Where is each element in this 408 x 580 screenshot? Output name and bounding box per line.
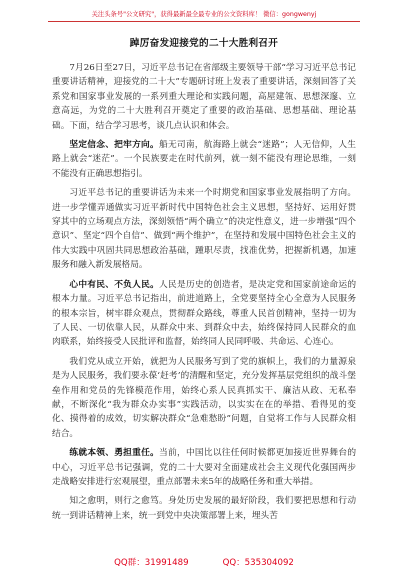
paragraph — [52, 446, 356, 489]
paragraph-text: 我们党从成立开始，就把为人民服务写到了党的旗帜上，我们的力量源泉是为人民服务，我们要永葆‘赶考’的清醒和坚定，充分发挥基层党组织的战斗堡垒作用和党员的先锋模范作用，始终心系人民真抓实干、廉洁从政、无私奉献，不断深化“我为群众办实事”实践活动，以实实在在的举措、看得见的变化、摸得着的成效，切实解决群众“急难愁盼”问题，自觉将工作与人民群众相结合。 — [52, 356, 356, 439]
paragraph-text: 当前，中国比以往任何时候都更加接近世界舞台的中心，习近平总书记强调，党的二十大要对全面建成社会主义现代化强国两步走战略安排进行宏观展望，重点部署未来5年的战略任务和重大举措。 — [52, 448, 357, 487]
paragraph-lead: 练就本领、勇担重任。 — [69, 448, 160, 459]
paragraph-text: 习近平总书记的重要讲话为未来一个时期党和国家事业发展指明了方向。进一步学懂弄通做实习近平新时代中国特色社会主义思想，坚持好、运用好贯穿其中的立场观点方法，深刻领悟“两个确立”的决定性意义，进一步增强“四个意识”、坚定“四个自信”、做到“两个维护”，在坚持和发展中国特色社会主义的伟大实践中巩固共同思想政治基础，踵职尽责，找准优势，把握新机遇，加速服务和融入新发展格局。 — [52, 188, 356, 271]
paragraph-text: 7月26日至27日，习近平总书记在省部级主要领导干部“学习习近平总书记重要讲话精神，迎接党的二十大”专题研讨班上发表了重要讲话，深刻回答了关系党和国家事业发展的一系列重大理论和实践问题，高屋建瓴、思想深邃、立意高远，为党的二十大胜利召开奠定了重要的政治基础、思想基础、理论基础。下面，结合学习思考，谈几点认识和体会。 — [52, 63, 356, 131]
document-title: 踔厉奋发迎接党的二十大胜利召开 — [129, 38, 279, 49]
header-divider — [48, 21, 360, 22]
paragraph — [52, 278, 356, 350]
paragraph — [52, 61, 356, 133]
paragraph-text: 人民是历史的创造者，是决定党和国家前途命运的根本力量。习近平总书记指出，前进道路上，全党要坚持全心全意为人民服务的根本宗旨，树牢群众观点，贯彻群众路线，尊重人民首创精神，坚持一切为了人民、一切依靠人民，从群众中来、到群众中去，始终保持同人民群众的血肉联系，始终接受人民批评和监督，始终同人民同呼吸、共命运、心连心。 — [52, 279, 357, 348]
header-banner: 关注头条号"公文研究"，获得最新最全最专业的公文资料库！ 微信：gongwenyj — [91, 11, 317, 18]
footer-qq-group: QQ群：31991489 — [114, 558, 189, 568]
document-body — [52, 61, 356, 527]
paragraph — [52, 138, 356, 181]
paragraph — [52, 355, 356, 441]
paragraph — [52, 494, 356, 523]
paragraph-text: 船无司南，航海路上就会“迷路”；人无信仰，人生路上就会“迷茫”。一个民族要走在时代前列，就一刻不能没有理论思维，一刻不能没有正确思想指引。 — [52, 140, 356, 179]
paragraph — [52, 186, 356, 272]
paragraph-lead: 坚定信念、把牢方向。 — [69, 140, 159, 151]
footer-contact — [0, 556, 408, 568]
paragraph-text: 知之愈明，则行之愈笃。身处历史发展的最好阶段，我们要把思想和行动统一到讲话精神上来，统一到党中央决策部署上来，埋头苦 — [52, 496, 356, 521]
paragraph-lead: 心中有民、不负人民。 — [69, 279, 160, 290]
footer-qq-number: QQ：535304092 — [222, 558, 294, 568]
